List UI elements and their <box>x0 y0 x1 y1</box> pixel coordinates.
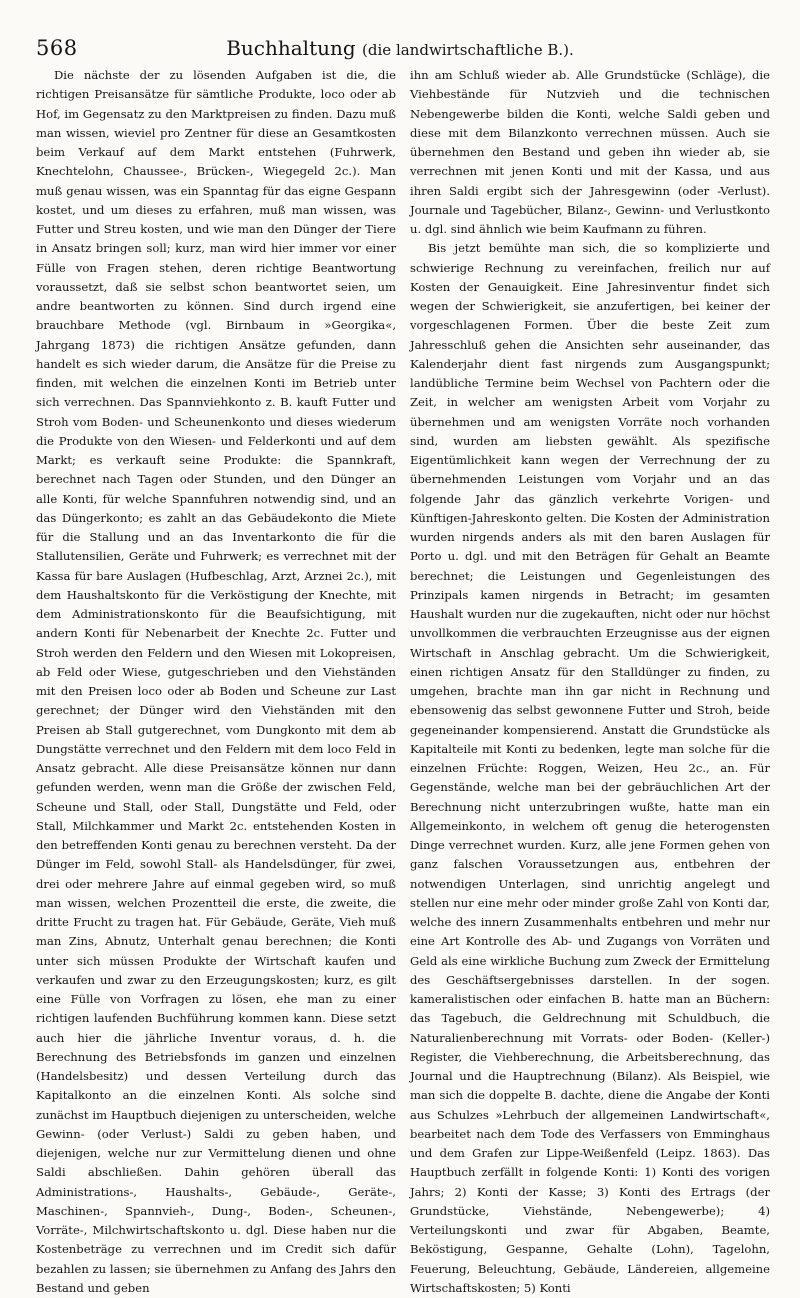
left-column <box>36 66 396 1295</box>
running-title-main: Buchhaltung <box>226 36 356 60</box>
paragraph: Die nächste der zu lösenden Aufgaben ist die, die richtigen Preisansätze für sämtliche Produkte, loco oder ab Hof, im Gegensatz zu den Marktpreisen zu finden. Dazu muß man wissen, wieviel pro Zentner für diese an Gesamtkosten beim Verkauf auf dem Markt entstehen (Fuhrwerk, Knechtelohn, Chaussee-, Brücken-, Wiegegeld 2c.). Man muß genau wissen, was ein Spanntag für das eigne Gespann kostet, und um dieses zu erfahren, muß man wissen, was Futter und Streu kosten, und wie man den Dünger der Tiere in Ansatz bringen soll; kurz, man wird hier immer vor einer Fülle von Fragen stehen, deren richtige Beantwortung voraussetzt, daß sie selbst schon beantwortet seien, um andre beantworten zu können. Sind durch irgend eine brauchbare Methode (vgl. Birnbaum in »Georgika«, Jahrgang 1873) die richtigen Ansätze gefunden, dann handelt es sich wieder darum, die Ansätze für die Preise zu finden, mit welchen die einzelnen Konti im Betrieb unter sich verrechnen. Das Spannviehkonto z. B. kauft Futter und Stroh vom Boden- und Scheunenkonto und dieses wiederum die Produkte von den Wiesen- und Felderkonti und auf dem Markt; es verkauft seine Produkte: die Spannkraft, berechnet nach Tagen oder Stunden, und den Dünger an alle Konti, für welche Spannfuhren notwendig sind, und an das Düngerkonto; es zahlt an das Gebäudekonto die Miete für die Stallung und an das Inventarkonto die für die Stallutensilien, Geräte und Fuhrwerk; es verrechnet mit der Kassa für bare Auslagen (Hufbeschlag, Arzt, Arznei 2c.), mit dem Haushaltskonto für die Verköstigung der Knechte, mit dem Administrationskonto für die Beaufsichtigung, mit andern Konti für Nebenarbeit der Knechte 2c. Futter und Stroh werden den Feldern und den Wiesen mit Lokopreisen, ab Feld oder Wiese, gutgeschrieben und den Viehständen mit den Preisen loco oder ab Boden und Scheune zur Last gerechnet; der Dünger wird den Viehständen mit den Preisen ab Stall gutgerechnet, vom Dungkonto mit dem ab Dungstätte verrechnet und den Feldern mit dem loco Feld in Ansatz gebracht. Alle diese Preisansätze können nur dann gefunden werden, wenn man die Größe der zwischen Feld, Scheune und Stall, oder Stall, Dungstätte und Feld, oder Stall, Milchkammer und Markt 2c. entstehenden Kosten in den betreffenden Konti genau zu berechnen versteht. Da der Dünger im Feld, sowohl Stall- als Handelsdünger, für zwei, drei oder mehrere Jahre auf einmal gegeben wird, so muß man wissen, welchen Prozentteil die erste, die zweite, die dritte Frucht zu tragen hat. Für Gebäude, Geräte, Vieh muß man Zins, Abnutz, Unterhalt genau berechnen; die Konti unter sich müssen Produkte der Wirtschaft kaufen und verkaufen und zwar zu den Erzeugungskosten; kurz, es gilt eine Fülle von Vorfragen zu lösen, ehe man zu einer richtigen laufenden Buchführung kommen kann. Diese setzt auch hier die jährliche Inventur voraus, d. h. die Berechnung des Betriebsfonds im ganzen und einzelnen (Handelsbesitz) und dessen Verteilung durch das Kapitalkonto an die einzelnen Konti. Als solche sind zunächst im Hauptbuch diejenigen zu unterscheiden, welche Gewinn- (oder Verlust-) Saldi zu geben haben, und diejenigen, welche nur zur Vermittelung dienen und ohne Saldi abschließen. Dahin gehören überall das Administrations-, Haushalts-, Gebäude-, Geräte-, Maschinen-, Spannvieh-, Dung-, Boden-, Scheunen-, Vorräte-, Milchwirtschaftskonto u. dgl. Diese haben nur die Kostenbeträge zu verrechnen und im Credit sich dafür bezahlen zu lassen; sie übernehmen zu Anfang des Jahrs den Bestand und geben <box>36 68 396 1295</box>
right-column <box>410 66 770 1295</box>
paragraph: Bis jetzt bemühte man sich, die so komplizierte und schwierige Rechnung zu vereinfachen, freilich nur auf Kosten der Genauigkeit. Eine Jahresinventur findet sich wegen der Schwierigkeit, sie anzufertigen, bei keiner der vorgeschlagenen Formen. Über die beste Zeit zum Jahresschluß gehen die Ansichten sehr auseinander, das Kalenderjahr dient fast nirgends zum Ausgangspunkt; landübliche Termine beim Wechsel von Pachtern oder die Zeit, in welcher am wenigsten Arbeit vom Vorjahr zu übernehmen und am wenigsten Vorräte noch vorhanden sind, wurden am liebsten gewählt. Als spezifische Eigentümlichkeit kann wegen der Verrechnung der zu übernehmenden Leistungen vom Vorjahr und an das folgende Jahr das gänzlich verkehrte Vorigen- und Künftigen-Jahreskonto gelten. Die Kosten der Administration wurden nirgends anders als mit den baren Auslagen für Porto u. dgl. und mit den Beträgen für Gehalt an Beamte berechnet; die Leistungen und Gegenleistungen des Prinzipals kamen nirgends in Betracht; im gesamten Haushalt wurden nur die zugekauften, nicht oder nur höchst unvollkommen die verbrauchten Erzeugnisse aus der eignen Wirtschaft in Anschlag gebracht. Um die Schwierigkeit, einen richtigen Ansatz für den Stalldünger zu finden, zu umgehen, brachte man ihn gar nicht in Rechnung und ebensowenig das selbst gewonnene Futter und Stroh, beide gegeneinander kompensierend. Anstatt die Grundstücke als Kapitalteile mit Konti zu bedenken, legte man solche für die einzelnen Früchte: Roggen, Weizen, Heu 2c., an. Für Gegenstände, welche man bei der gebräuchlichen Art der Berechnung nicht unterzubringen wußte, hatte man ein Allgemeinkonto, in welchem oft genug die heterogensten Dinge verrechnet wurden. Kurz, alle jene Formen gehen von ganz falschen Voraussetzungen aus, entbehren der notwendigen Unterlagen, sind unrichtig angelegt und stellen nur eine mehr oder minder große Zahl von Konti dar, welche des innern Zusammenhalts entbehren und mehr nur eine Art Kontrolle des Ab- und Zugangs von Vorräten und Geld als eine wirkliche Buchung zum Zweck der Ermittelung des Geschäftsergebnisses darstellen. In der sogen. kameralistischen oder einfachen B. hatte man an Büchern: das Tagebuch, die Geldrechnung mit Schuldbuch, die Naturalienberechnung mit Vorrats- oder Boden- (Keller-) Register, die Viehberechnung, die Arbeitsberechnung, das Journal und die Hauptrechnung (Bilanz). Als Beispiel, wie man sich die doppelte B. dachte, diene die Angabe der Konti aus Schulzes »Lehrbuch der allgemeinen Landwirtschaft«, bearbeitet nach dem Tode des Verfassers von Emminghaus und dem Grafen zur Lippe-Weißenfeld (Leipz. 1863). Das Hauptbuch zerfällt in folgende Konti: 1) Konti des vorigen Jahrs; 2) Konti der Kasse; 3) Konti des Ertrags (der Grundstücke, Viehstände, Nebengewerbe); 4) Verteilungskonti und zwar für Abgaben, Beamte, Beköstigung, Gespanne, Gehalte (Lohn), Tagelohn, Feuerung, Beleuchtung, Gebäude, Ländereien, allgemeine Wirtschaftskosten; 5) Konti <box>410 241 770 1295</box>
text-columns <box>36 66 770 1295</box>
page-number: 568 <box>36 36 78 60</box>
paragraph: ihn am Schluß wieder ab. Alle Grundstücke (Schläge), die Viehbestände für Nutzvieh und die technischen Nebengewerbe bilden die Konti, welche Saldi geben und diese mit dem Bilanzkonto verrechnen müssen. Auch sie übernehmen den Bestand und geben ihn wieder ab, sie verrechnen mit jenen Konti und mit der Kassa, und aus ihren Saldi ergibt sich der Jahresgewinn (oder -Verlust). Journale und Tagebücher, Bilanz-, Gewinn- und Verlustkonto u. dgl. sind ähnlich wie beim Kaufmann zu führen. <box>410 68 770 236</box>
running-title-sub: (die landwirtschaftliche B.). <box>362 41 574 59</box>
running-header <box>36 30 764 64</box>
running-title <box>36 36 764 60</box>
